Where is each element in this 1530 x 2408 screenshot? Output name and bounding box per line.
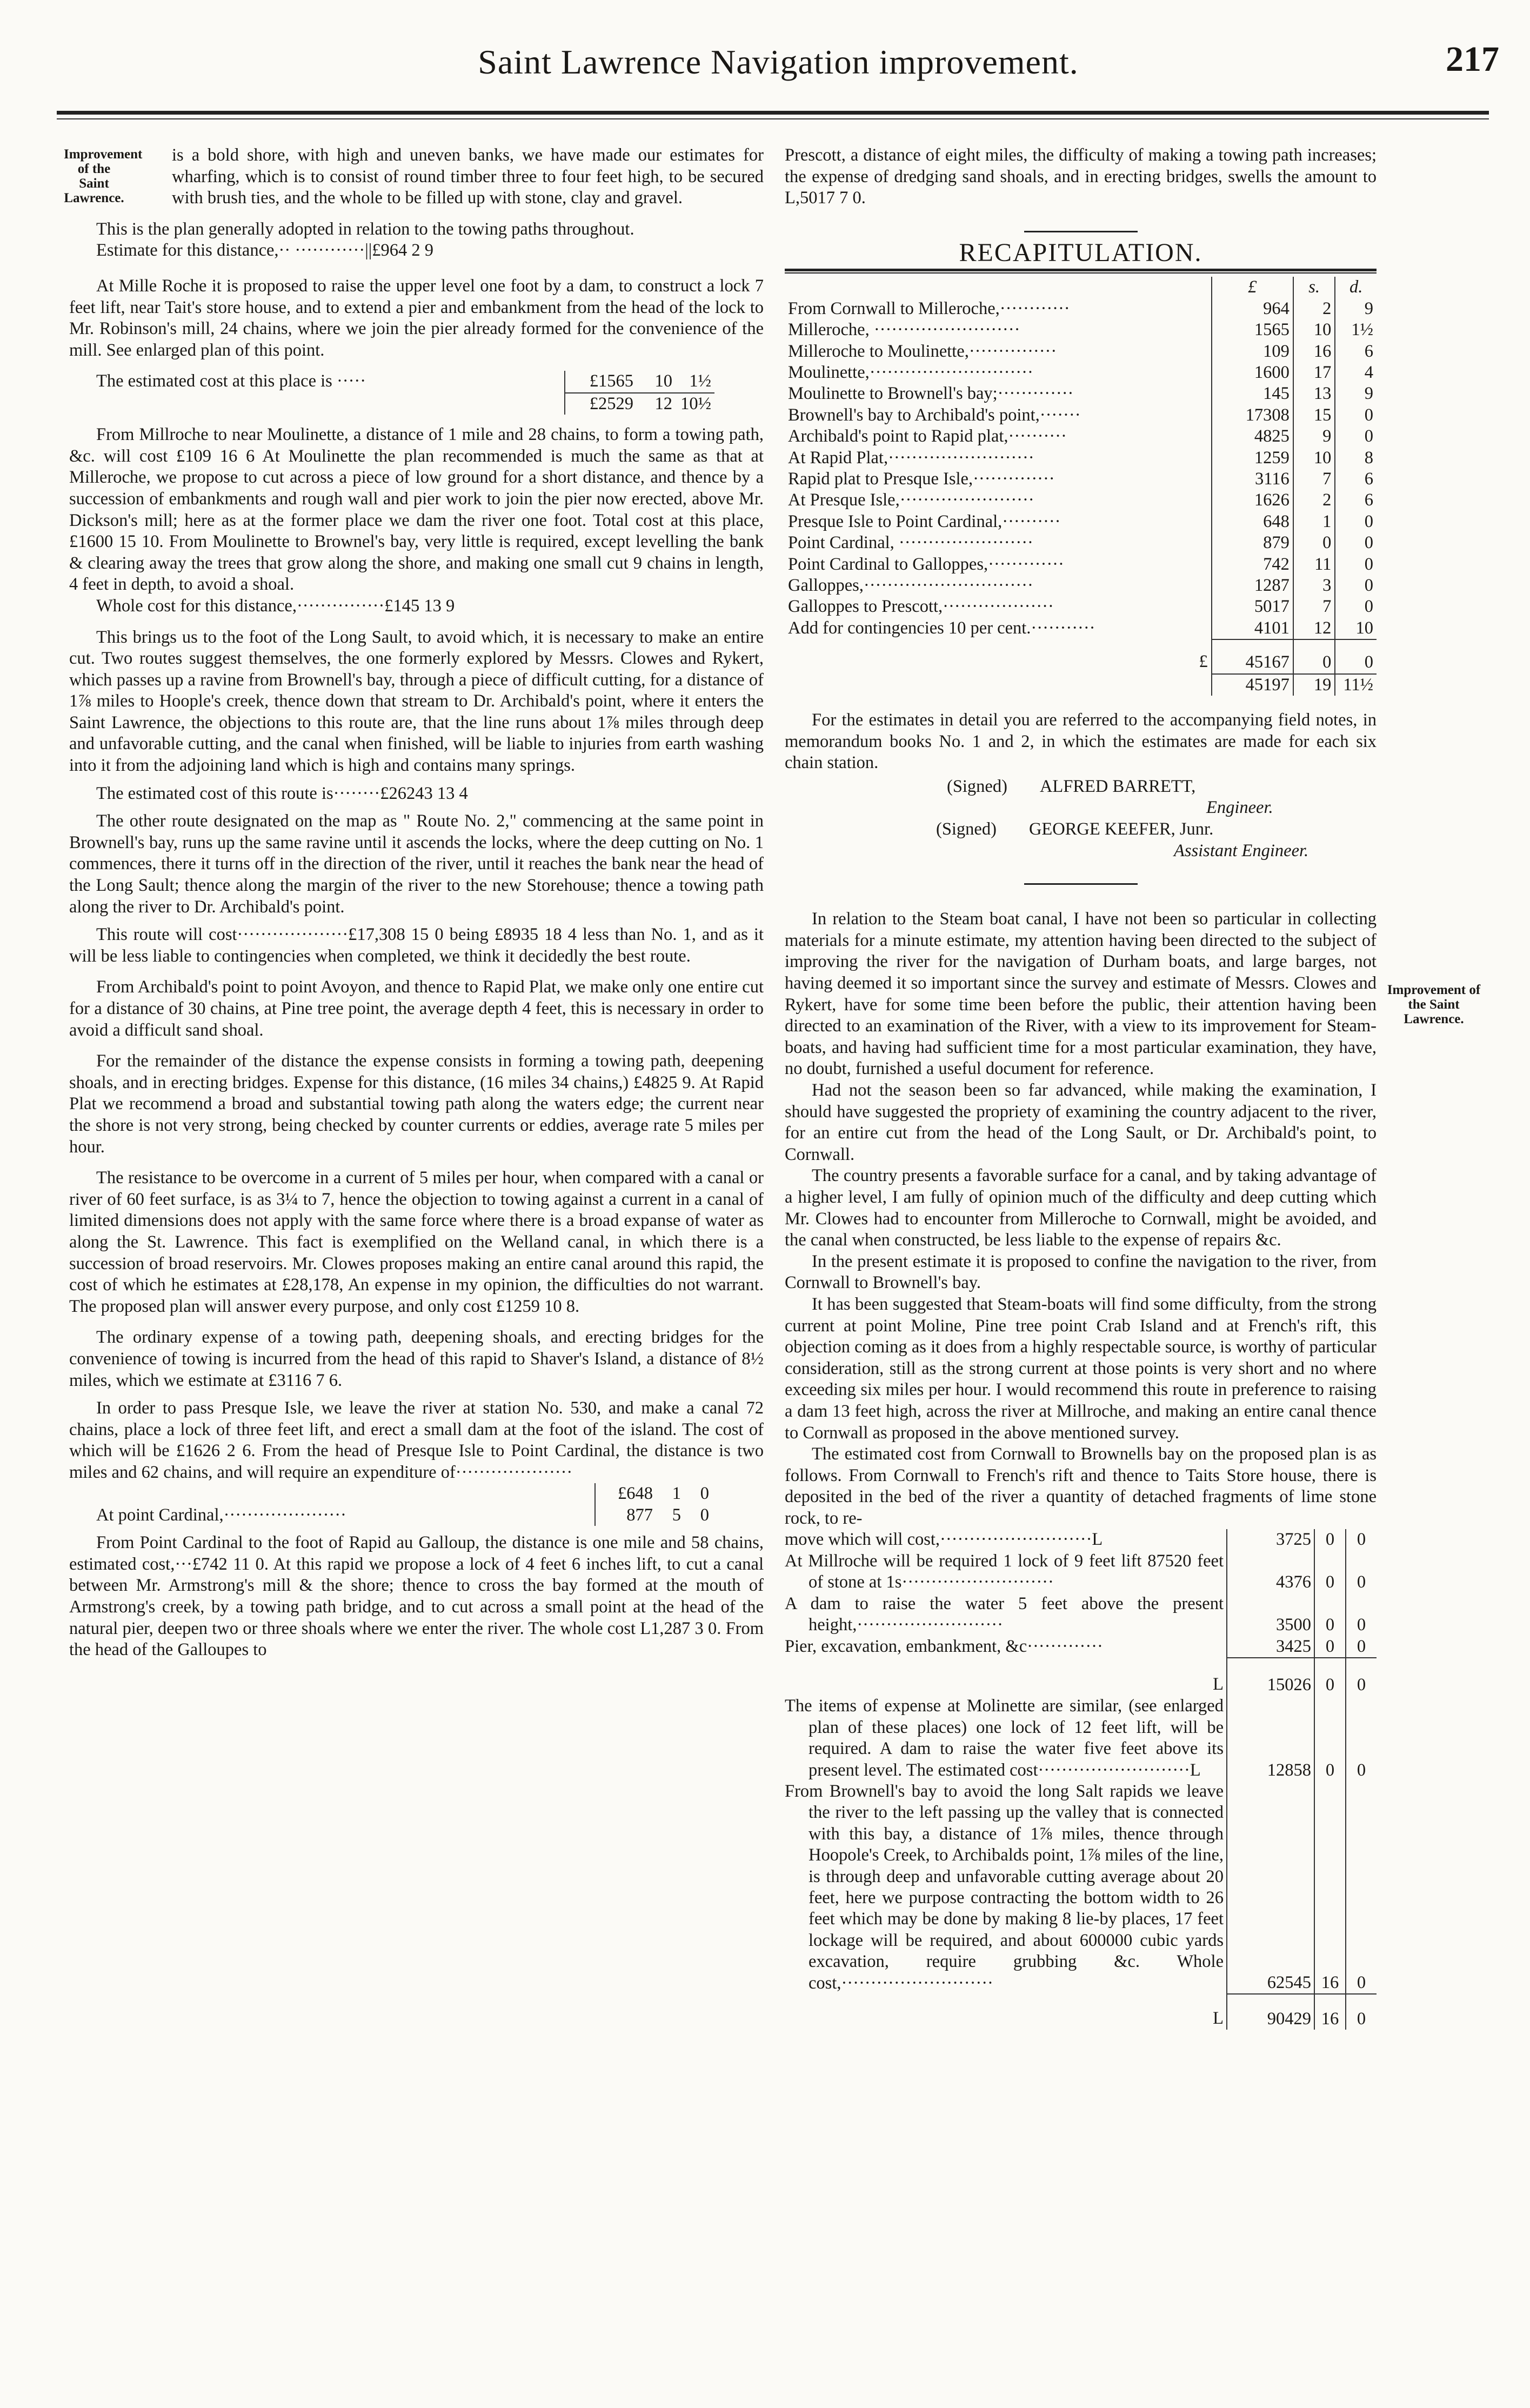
cost-row-pounds: 3425 [1227, 1636, 1314, 1658]
left-para-3: At Mille Roche it is proposed to raise the upper level one foot by a dam, to construct a lock 7 feet lift, near Tait's store house, and to extend a pier and embankment from the head of the lock to Mr. Robinson's mill, 24 chains, where we join the pier already formed for the convenience of the mill. See enlarged plan of this point. [69, 276, 764, 360]
recap-row-label: Point Cardinal to Galloppes,············· [788, 554, 1064, 574]
recap-head-shillings: s. [1293, 277, 1335, 298]
recap-head-row [785, 277, 1377, 298]
right-column [785, 145, 1377, 2030]
recap-total-shillings: 0 [1293, 639, 1335, 673]
recap-head-pence: d. [1335, 277, 1377, 298]
cost-row-shillings: 0 [1314, 1696, 1346, 1781]
recap-row-label: Presque Isle to Point Cardinal,·········· [788, 511, 1061, 531]
recap-row-pence: 4 [1335, 362, 1377, 383]
header-rule-thin [57, 118, 1489, 119]
cost-subtotal-label: L [1213, 1674, 1224, 1694]
recap-total-row [785, 639, 1377, 673]
recap-row-pounds: 1259 [1212, 448, 1293, 469]
running-title: Saint Lawrence Navigation improvement. [478, 43, 1079, 81]
recap-row-pence: 9 [1335, 298, 1377, 319]
cost-total-row [785, 1994, 1377, 2030]
recap-row-label: Moulinette to Brownell's bay;············· [788, 384, 1074, 404]
cost-row-label: The items of expense at Molinette are similar, (see enlarged plan of these places) one lock of 12 feet lift, will be required. A dam to raise the water five feet above its present level. The estimated cost··························L [785, 1696, 1224, 1780]
cost-row-pence: 0 [1346, 1636, 1377, 1658]
recap-row-pounds: 109 [1212, 341, 1293, 362]
cost-row [785, 1529, 1377, 1550]
cost-total-pounds: 90429 [1227, 1994, 1314, 2030]
left-para-6: Whole cost for this distance,···············£145 13 9 [96, 596, 455, 616]
left-para-10: This route will cost···················£17,308 15 0 being £8935 18 4 less than No. 1, and as it will be less liable to contingencies when completed, we think it decidedly the best route. [69, 925, 764, 966]
recap-row-pence: 0 [1335, 596, 1377, 617]
recap-row-shillings: 3 [1293, 575, 1335, 596]
recap-row-label: Galloppes to Prescott,··················· [788, 597, 1054, 617]
cost-subtotal-pence: 0 [1346, 1658, 1377, 1696]
recap-row-label: Archibald's point to Rapid plat,·········· [788, 426, 1067, 446]
cost-row [785, 1636, 1377, 1658]
left-column [69, 145, 764, 1661]
recap-row-pence: 0 [1335, 511, 1377, 532]
recap-row-shillings: 7 [1293, 596, 1335, 617]
right-para-5: The estimated cost from Cornwall to Brownells bay on the proposed plan is as follows. From Cornwall to French's rift and thence to Taits Store house, there is deposited in the bed of the river a quantity of detached fragments of lime stone rock, to re- [785, 1444, 1377, 1528]
left-para-13: The resistance to be overcome in a current of 5 miles per hour, when compared with a canal or river of 60 feet surface, is as 3¼ to 7, hence the objection to towing against a current in a canal of limited dimensions does not apply with the same force where there is a broad expanse of water as along the St. Lawrence. This fact is exemplified on the Welland canal, in which there is a succession of broad reservoirs. Mr. Clowes proposes making an entire canal around this rapid, the cost of which he estimates at £28,178, An expense in my opinion, the difficulties do not warrant. The proposed plan will answer every purpose, and only cost £1259 10 8. [69, 1168, 764, 1316]
cost-row-pence: 0 [1346, 1781, 1377, 1994]
recap-row-shillings: 16 [1293, 341, 1335, 362]
recap-row-pence: 1½ [1335, 319, 1377, 341]
recap-row-label: At Presque Isle,······················· [788, 490, 1034, 510]
recap-grand-shillings: 19 [1293, 674, 1335, 696]
recap-row-shillings: 9 [1293, 426, 1335, 447]
left-para-2: Estimate for this distance,·· ············||£964 2 9 [96, 241, 433, 261]
recap-row [785, 448, 1377, 469]
cost-row-pounds: 3725 [1227, 1529, 1314, 1550]
recap-row-shillings: 17 [1293, 362, 1335, 383]
cost-total-shillings: 16 [1314, 1994, 1346, 2030]
presque-pounds: £648 [595, 1483, 656, 1504]
recap-row-pence: 0 [1335, 426, 1377, 447]
recap-row [785, 532, 1377, 553]
signed-label: (Signed) [947, 776, 1007, 796]
right-top-para: Prescott, a distance of eight miles, the difficulty of making a towing path increases; the expense of dredging sand shoals, and in erecting bridges, swells the amount to L,5017 7 0. [785, 145, 1377, 208]
presque-pence: 0 [700, 1484, 709, 1504]
recap-row-pounds: 145 [1212, 383, 1293, 404]
recap-total-row [785, 674, 1377, 696]
recap-head-pounds: £ [1212, 277, 1293, 298]
recap-row [785, 490, 1377, 511]
recap-row-pence: 0 [1335, 532, 1377, 553]
recap-row-pence: 6 [1335, 469, 1377, 490]
page-header [65, 39, 1499, 107]
recap-row-label: Moulinette,···························· [788, 363, 1033, 382]
mille-roche-cost-table [69, 371, 714, 415]
recap-row-shillings: 13 [1293, 383, 1335, 404]
cost-row-pounds: 3500 [1227, 1593, 1314, 1636]
mille-total-pence: 10½ [676, 393, 714, 415]
recap-grand-pence: 11½ [1335, 674, 1377, 696]
recap-row-label: Galloppes,····························· [788, 576, 1033, 596]
left-para-14: The ordinary expense of a towing path, deepening shoals, and erecting bridges for the convenience of towing is incurred from the head of this rapid to Shaver's Island, a distance of 8½ miles, which we estimate at £3116 7 6. [69, 1328, 764, 1390]
recap-table [785, 277, 1377, 696]
recap-row-label: Milleroche, ························· [788, 320, 1020, 340]
cardinal-label: At point Cardinal,····················· [96, 1505, 346, 1525]
recap-title: RECAPITULATION. [959, 238, 1202, 267]
recap-row [785, 554, 1377, 575]
recap-row-shillings: 2 [1293, 490, 1335, 511]
recap-row-pence: 6 [1335, 341, 1377, 362]
cost-row-label: At Millroche will be required 1 lock of 9 feet lift 87520 feet of stone at 1s·························· [785, 1551, 1224, 1592]
recap-row-pounds: 964 [1212, 298, 1293, 319]
cost-row-pence: 0 [1346, 1551, 1377, 1593]
recap-row-label: From Cornwall to Milleroche,············ [788, 298, 1070, 318]
recap-row-pounds: 3116 [1212, 469, 1293, 490]
recap-row-label: Brownell's bay to Archibald's point,······· [788, 405, 1081, 425]
recap-row-pence: 8 [1335, 448, 1377, 469]
recap-row [785, 469, 1377, 490]
cardinal-cost-table [69, 1483, 713, 1526]
recap-row [785, 362, 1377, 383]
signed-label: (Signed) [936, 819, 997, 839]
right-para-3: In the present estimate it is proposed to confine the navigation to the river, from Cornwall to Brownell's bay. [785, 1251, 1377, 1293]
cost-row-shillings: 0 [1314, 1636, 1346, 1658]
recap-row-pounds: 1626 [1212, 490, 1293, 511]
left-para-12: For the remainder of the distance the expense consists in forming a towing path, deepening shoals, and in erecting bridges. Expense for this distance, (16 miles 34 chains,) £4825 9. At Rapid Plat we recommend a broad and substantial towing path along the waters edge; the current near the shore is not very strong, being checked by counter currents or eddies, average rate 5 miles per hour. [69, 1051, 764, 1157]
signature-block [785, 776, 1377, 862]
cost-row-pence: 0 [1346, 1529, 1377, 1550]
cardinal-pounds: 877 [595, 1505, 656, 1526]
recap-row-pounds: 1565 [1212, 319, 1293, 341]
cost-row [785, 1781, 1377, 1994]
cost-row-shillings: 0 [1314, 1529, 1346, 1550]
recap-rule-thick [785, 269, 1377, 271]
presque-shillings: 1 [672, 1484, 681, 1504]
recap-row-pence: 10 [1335, 618, 1377, 639]
recap-row [785, 426, 1377, 447]
header-rule-thick [57, 111, 1489, 115]
cost-row-pounds: 12858 [1227, 1696, 1314, 1781]
left-para-7: This brings us to the foot of the Long Sault, to avoid which, it is necessary to make an entire cut. Two routes suggest themselves, the one formerly explored by Messrs. Clowes and Rykert, which passes up a ravine from Brownell's bay, through a piece of difficult cutting, for a distance of 1⅞ miles to Hoople's creek, thence down that stream to Dr. Archibald's point, where it enters the Saint Lawrence, the objections to this route are, that the line runs about 1⅞ miles through deep and unfavorable cutting, and the canal when finished, will be liable to injuries from earth washing into it from the adjoining land which is high and contains many springs. [69, 627, 764, 776]
left-para-11: From Archibald's point to point Avoyon, and thence to Rapid Plat, we make only one entire cut for a distance of 30 chains, at Pine tree point, the average depth 4 feet, this is necessary in order to avoid a difficult sand shoal. [69, 977, 764, 1040]
separator-rule [1024, 231, 1138, 232]
left-para-8: The estimated cost of this route is········£26243 13 4 [96, 783, 468, 803]
left-para-15: In order to pass Presque Isle, we leave the river at station No. 530, and make a canal 72 chains, place a lock of three feet lift, and erect a small dam at the foot of the island. The cost of which will be £1626 2 6. From the head of Presque Isle to Point Cardinal, the distance is two miles and 62 chains, and will require an expenditure of···················· [69, 1398, 764, 1482]
recap-row-shillings: 10 [1293, 319, 1335, 341]
cost-table [785, 1529, 1377, 2030]
mille-roche-cost-label: The estimated cost at this place is ····· [96, 371, 366, 391]
cost-subtotal-row [785, 1658, 1377, 1696]
recap-row-shillings: 10 [1293, 448, 1335, 469]
recap-row-pounds: 879 [1212, 532, 1293, 553]
signer-name: GEORGE KEEFER, Junr. [1028, 819, 1214, 839]
cost-row-label: A dam to raise the water 5 feet above the present height,························· [785, 1593, 1224, 1635]
right-para-2: The country presents a favorable surface for a canal, and by taking advantage of a higher level, I am fully of opinion much of the difficulty and deep cutting which Mr. Clowes had to encounter from Milleroche to Cornwall, might be avoided, and the canal when constructed, be less liable to the expense of repairs &c. [785, 1166, 1377, 1250]
separator-rule-2 [1024, 883, 1138, 885]
recap-row-label: At Rapid Plat,························· [788, 448, 1034, 468]
left-para-5: From Millroche to near Moulinette, a distance of 1 mile and 28 chains, to form a towing path, &c. will cost £109 16 6 At Moulinette the plan recommended is much the same as that at Milleroche, we propose to cut across a piece of low ground for a short distance, and thence by a succession of embankments and rough wall and pier work to join the pier now erected, above Mr. Dickson's mill; here as at the former place we dam the river one foot. Total cost at this place, £1600 15 10. From Moulinette to Brownel's bay, very little is required, except levelling the bank & clearing away the trees that grow along the shore, and making one small cut 9 chains in length, 4 feet in depth, to avoid a shoal. [69, 425, 764, 595]
recap-row-pounds: 5017 [1212, 596, 1293, 617]
signer-title: Assistant Engineer. [1174, 841, 1309, 861]
cost-row-shillings: 0 [1314, 1551, 1346, 1593]
recap-row-pounds: 17308 [1212, 405, 1293, 426]
recap-grand-pounds: 45197 [1212, 674, 1293, 696]
recap-row-pounds: 4825 [1212, 426, 1293, 447]
cost-row-pence: 0 [1346, 1593, 1377, 1636]
recap-row [785, 319, 1377, 341]
recap-total-pounds: 45167 [1212, 639, 1293, 673]
right-para-0: In relation to the Steam boat canal, I have not been so particular in collecting materials for a minute estimate, my attention having been directed to the subject of improving the river for the navigation of Durham boats, and large barges, not having deemed it so important since the survey and estimate of Messrs. Clowes and Rykert, have for some time been before the public, their attention having been directed to an examination of the River, with a view to its improvement for Steam-boats, and having had sufficient time for a most particular examination, they have, no doubt, furnished a useful document for reference. [785, 909, 1377, 1079]
recap-row-shillings: 12 [1293, 618, 1335, 639]
recap-row [785, 596, 1377, 617]
recap-row [785, 298, 1377, 319]
side-note-top: Improvement of the Saint Lawrence. [64, 147, 143, 205]
recap-row-shillings: 1 [1293, 511, 1335, 532]
cost-row-label: From Brownell's bay to avoid the long Salt rapids we leave the river to the left passing up the valley that is connected with this bay, a distance of 1⅞ miles, thence through Hoopole's Creek, to Archibalds point, 1⅞ miles of the line, is through deep and unfavorable cutting average about 20 feet, here we purpose contracting the bottom width to 26 feet which may be done by making 8 lie-by places, 17 feet lockage will be required, and about 600000 cubic yards excavation, require grubbing &c. Whole cost,·························· [785, 1781, 1224, 1993]
cost-row [785, 1696, 1377, 1781]
mille-roche-shillings: 10 [654, 371, 672, 391]
cost-subtotal-shillings: 0 [1314, 1658, 1346, 1696]
left-para-1: This is the plan generally adopted in relation to the towing paths throughout. [96, 219, 634, 239]
recap-row [785, 383, 1377, 404]
right-para-4: It has been suggested that Steam-boats will find some difficulty, from the strong current at point Moline, Pine tree point Crab Island and at French's rift, this objection coming as it does from a highly respectable source, is worthy of particular consideration, still as the strong current at those points is very short and no where exceeding six miles per hour. I would recommend this route in preference to raising a dam 13 feet high, across the river at Millroche, and making an entire canal thence to Cornwall as proposed in the above mentioned survey. [785, 1294, 1377, 1443]
recap-row [785, 511, 1377, 532]
cost-row-shillings: 16 [1314, 1781, 1346, 1994]
cost-row-label: move which will cost,··························L [785, 1530, 1103, 1550]
recap-row-label: Milleroche to Moulinette,··············· [788, 341, 1057, 361]
cost-total-label: L [1213, 2009, 1224, 2028]
signature-2 [785, 819, 1377, 841]
left-para-17: From Point Cardinal to the foot of Rapid au Galloup, the distance is one mile and 58 chains, estimated cost,···£742 11 0. At this rapid we propose a lock of 4 feet 6 inches lift, to cut a canal between Mr. Armstrong's mill & the shore; thence to cross the bay formed at the mouth of Armstrong's creek, by a towing path bridge, and to cut across a small point at the head of the natural pier, deepen two or three shoals where we enter the river. The whole cost L1,287 3 0. From the head of the Galloupes to [69, 1533, 764, 1660]
recap-row [785, 575, 1377, 596]
recap-row-shillings: 2 [1293, 298, 1335, 319]
recap-row [785, 341, 1377, 362]
recap-row-pence: 6 [1335, 490, 1377, 511]
recap-row-pounds: 1600 [1212, 362, 1293, 383]
cost-row-label: Pier, excavation, embankment, &c············· [785, 1636, 1103, 1656]
estimates-note: For the estimates in detail you are referred to the accompanying field notes, in memorandum books No. 1 and 2, in which the estimates are made for each six chain station. [785, 710, 1377, 773]
recap-row-shillings: 15 [1293, 405, 1335, 426]
cost-row-pounds: 62545 [1227, 1781, 1314, 1994]
signature-1 [785, 776, 1377, 798]
cost-total-pence: 0 [1346, 1994, 1377, 2030]
cardinal-pence: 0 [700, 1505, 709, 1525]
recap-row-pence: 0 [1335, 575, 1377, 596]
mille-total-pounds: £2529 [565, 393, 637, 415]
cost-row [785, 1551, 1377, 1593]
recap-row-label: Rapid plat to Presque Isle,·············· [788, 469, 1055, 489]
recap-row-pounds: 742 [1212, 554, 1293, 575]
recap-total-pence: 0 [1335, 639, 1377, 673]
page-number: 217 [1446, 39, 1499, 79]
cost-row-shillings: 0 [1314, 1593, 1346, 1636]
recap-row-pence: 0 [1335, 405, 1377, 426]
mille-roche-pounds: £1565 [565, 371, 637, 392]
recap-row-pounds: 4101 [1212, 618, 1293, 639]
cost-row-pence: 0 [1346, 1696, 1377, 1781]
recap-row [785, 405, 1377, 426]
recap-row-pence: 9 [1335, 383, 1377, 404]
recap-row-shillings: 0 [1293, 532, 1335, 553]
right-para-1: Had not the season been so far advanced, while making the examination, I should have suggested the propriety of examining the country adjacent to the river, for an entire cut from the head of the Long Sault, or Dr. Archibald's point, to Cornwall. [785, 1080, 1377, 1164]
signer-name: ALFRED BARRETT, [1039, 776, 1196, 796]
recap-row-shillings: 7 [1293, 469, 1335, 490]
cost-row [785, 1593, 1377, 1636]
recap-rule-thin [785, 272, 1377, 274]
recap-row [785, 618, 1377, 639]
cost-subtotal-pounds: 15026 [1227, 1658, 1314, 1696]
recap-row-label: Add for contingencies 10 per cent.··········· [788, 618, 1095, 638]
recap-row-label: Point Cardinal, ······················· [788, 533, 1033, 553]
mille-roche-pence: 1½ [689, 371, 711, 391]
left-para-9: The other route designated on the map as " Route No. 2," commencing at the same point in Brownell's bay, runs up the same ravine until it ascends the locks, where the deep cutting on No. 1 commences, there it turns off in the direction of the river, until it reaches the bank near the head of the Long Sault; thence along the margin of the river to the new Storehouse; thence a towing path along the river to Dr. Archibald's point. [69, 811, 764, 917]
mille-total-shillings: 12 [637, 393, 676, 415]
left-para-0: is a bold shore, with high and uneven banks, we have made our estimates for wharfing, which is to consist of round timber three to four feet high, to be secured with brush ties, and the whole to be filled up with stone, clay and gravel. [172, 145, 764, 208]
side-note-middle: Improvement of the Saint Lawrence. [1387, 983, 1481, 1026]
recap-row-pounds: 648 [1212, 511, 1293, 532]
recap-row-pounds: 1287 [1212, 575, 1293, 596]
recap-row-pence: 0 [1335, 554, 1377, 575]
cost-row-pounds: 4376 [1227, 1551, 1314, 1593]
cardinal-shillings: 5 [672, 1505, 681, 1525]
recap-total-symbol: £ [1199, 652, 1208, 672]
recap-row-shillings: 11 [1293, 554, 1335, 575]
signer-title: Engineer. [1206, 798, 1273, 818]
